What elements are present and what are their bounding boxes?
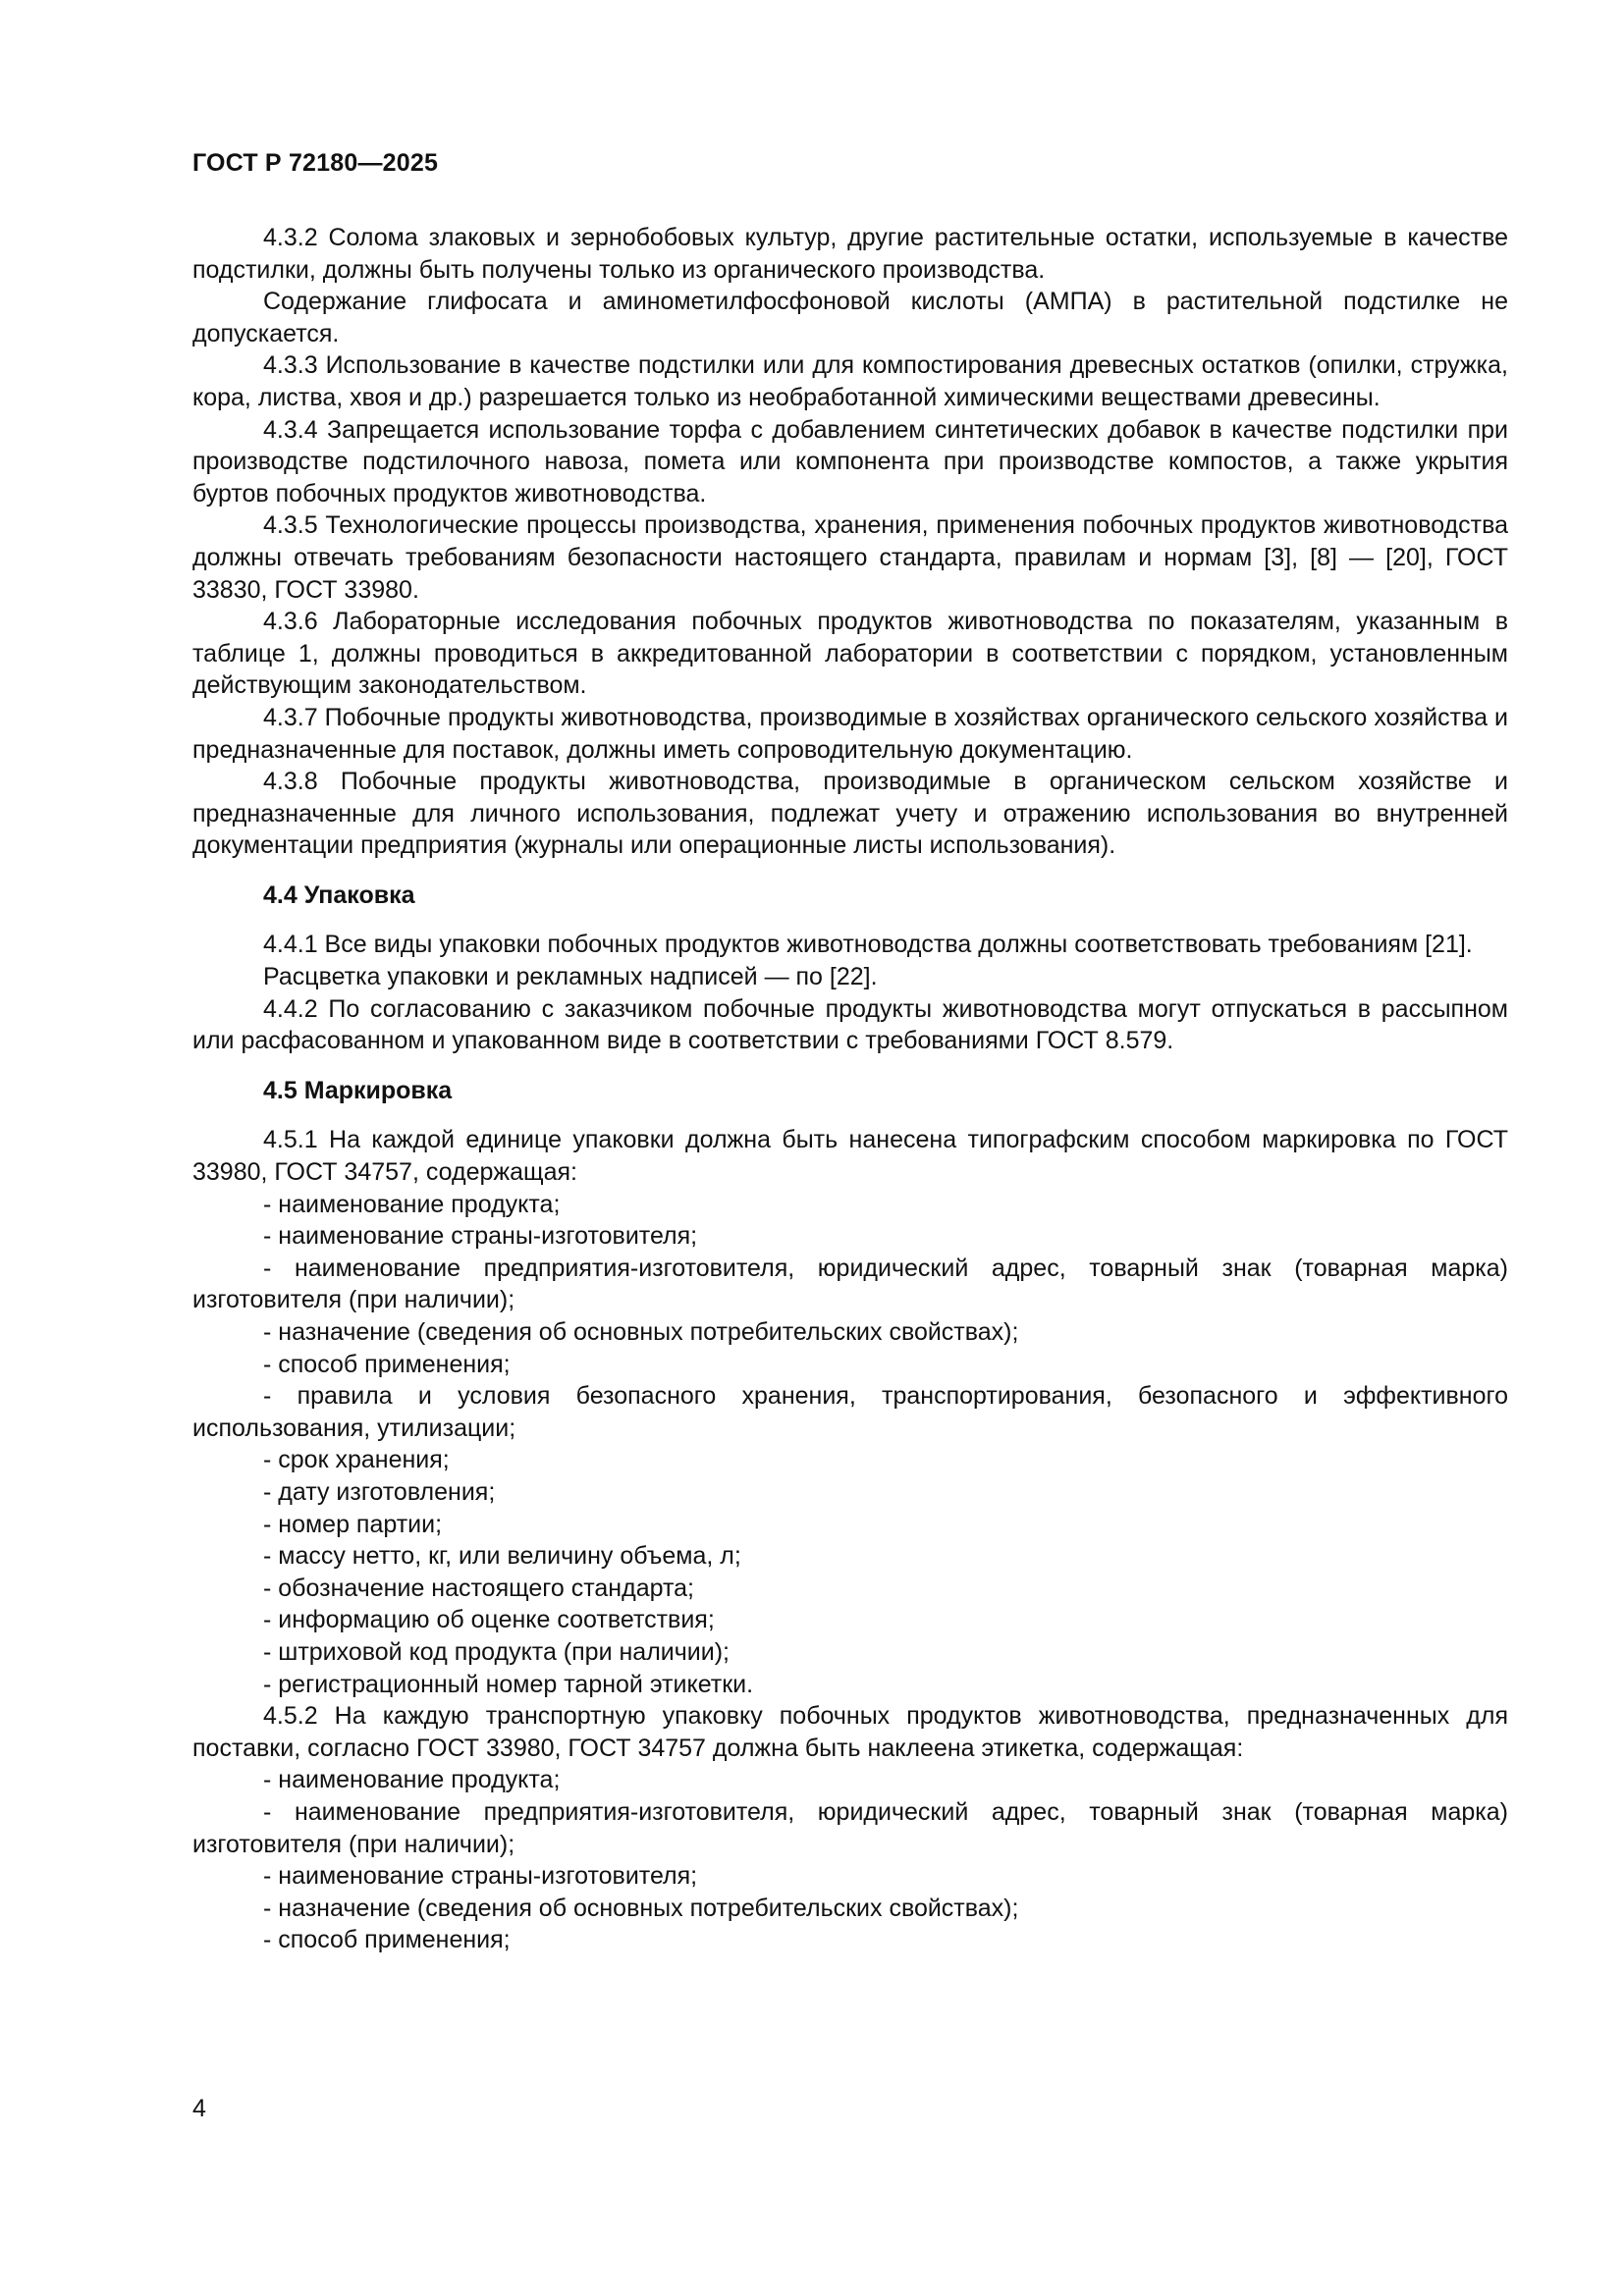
list-item: - штриховой код продукта (при наличии); xyxy=(263,1637,730,1666)
paragraph-4-5-1: 4.5.1 На каждой единице упаковки должна быть нанесена типографским способом маркировка по ГОСТ 33980, ГОСТ 34757, содержащая: xyxy=(192,1126,1508,1187)
list-item: - обозначение настоящего стандарта; xyxy=(263,1574,694,1602)
list-item: - способ применения; xyxy=(263,1350,511,1378)
list-item: - правила и условия безопасного хранения, транспортирования, безопасного и эффективного использования, утилизации; xyxy=(192,1382,1508,1442)
paragraph-4-5-2: 4.5.2 На каждую транспортную упаковку побочных продуктов животноводства, предназначенных для поставки, согласно ГОСТ 33980, ГОСТ 34757 должна быть наклеена этикетка, содержащая: xyxy=(192,1702,1508,1762)
paragraph-4-3-6: 4.3.6 Лабораторные исследования побочных продуктов животноводства по показателям, указанным в таблице 1, должны проводиться в аккредитованной лаборатории в соответствии с порядком, установленным действующим законодательством. xyxy=(192,608,1508,700)
paragraph-4-3-3: 4.3.3 Использование в качестве подстилки или для компостирования древесных остатков (опилки, стружка, кора, листва, хвоя и др.) разрешается только из необработанной химическими веществами древесины. xyxy=(192,351,1508,411)
paragraph-4-3-7: 4.3.7 Побочные продукты животноводства, производимые в хозяйствах органического сельского хозяйства и предназначенные для поставок, должны иметь сопроводительную документацию. xyxy=(192,703,1508,764)
list-item: - назначение (сведения об основных потребительских свойствах); xyxy=(263,1318,1019,1346)
paragraph-4-4-1: 4.4.1 Все виды упаковки побочных продуктов животноводства должны соответствовать требованиям [21]. xyxy=(263,931,1473,959)
list-item: - наименование страны-изготовителя; xyxy=(263,1862,698,1891)
paragraph-4-4-1-coloring: Расцветка упаковки и рекламных надписей — по [22]. xyxy=(263,963,878,991)
list-item: - наименование предприятия-изготовителя, юридический адрес, товарный знак (товарная марка) изготовителя (при наличии); xyxy=(192,1797,1508,1858)
paragraph-4-3-2-glyphosate: Содержание глифосата и аминометилфосфоновой кислоты (АМПА) в растительной подстилке не допускается. xyxy=(192,288,1508,347)
paragraph-4-4-2: 4.4.2 По согласованию с заказчиком побочные продукты животноводства могут отпускаться в рассыпном или расфасованном и упакованном виде в соответствии с требованиями ГОСТ 8.579. xyxy=(192,994,1508,1055)
list-item: - дату изготовления; xyxy=(263,1477,496,1506)
page-number: 4 xyxy=(192,2095,206,2122)
paragraph-4-3-4: 4.3.4 Запрещается использование торфа с добавлением синтетических добавок в качестве подстилки при производстве подстилочного навоза, помета или компонента при производстве компостов, а также укрытия буртов побочных продуктов животноводства. xyxy=(192,415,1508,507)
list-item: - срок хранения; xyxy=(263,1446,450,1474)
list-item: - информацию об оценке соответствия; xyxy=(263,1606,715,1634)
list-item: - наименование предприятия-изготовителя, юридический адрес, товарный знак (товарная марка) изготовителя (при наличии); xyxy=(192,1254,1508,1314)
list-item: - способ применения; xyxy=(263,1926,511,1954)
list-item: - массу нетто, кг, или величину объема, л; xyxy=(263,1542,741,1571)
list-item: - наименование продукта; xyxy=(263,1766,561,1794)
section-heading-marking: 4.5 Маркировка xyxy=(263,1076,453,1104)
paragraph-4-3-8: 4.3.8 Побочные продукты животноводства, производимые в органическом сельском хозяйстве и предназначенные для личного использования, подлежат учету и отражению использования во внутренней документации предприятия (журналы или операционные листы использования). xyxy=(192,768,1508,860)
list-item: - регистрационный номер тарной этикетки. xyxy=(263,1670,754,1698)
paragraph-4-3-2: 4.3.2 Солома злаковых и зернобобовых культур, другие растительные остатки, используемые в качестве подстилки, должны быть получены только из органического производства. xyxy=(192,224,1508,284)
document-body xyxy=(192,222,1508,1956)
list-item: - наименование страны-изготовителя; xyxy=(263,1222,698,1251)
list-item: - наименование продукта; xyxy=(263,1190,561,1218)
document-header: ГОСТ Р 72180—2025 xyxy=(192,149,439,177)
paragraph-4-3-5: 4.3.5 Технологические процессы производства, хранения, применения побочных продуктов животноводства должны отвечать требованиям безопасности настоящего стандарта, правилам и нормам [3], [8] — [20], ГОСТ 33830, ГОСТ 33980. xyxy=(192,511,1508,604)
section-heading-packaging: 4.4 Упаковка xyxy=(263,881,415,909)
list-item: - номер партии; xyxy=(263,1510,443,1538)
list-item: - назначение (сведения об основных потребительских свойствах); xyxy=(263,1894,1019,1922)
